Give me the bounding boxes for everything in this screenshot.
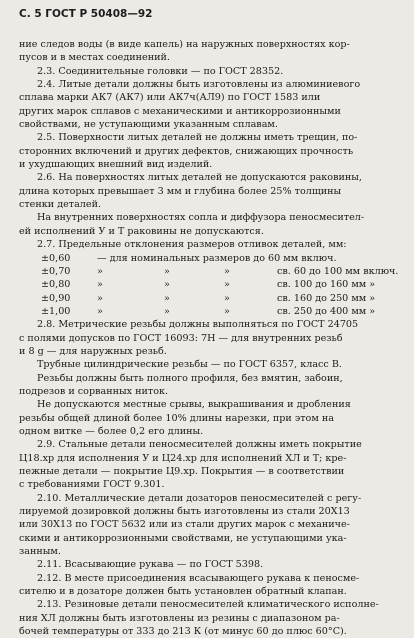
paragraph-line: стенки деталей. bbox=[19, 199, 102, 211]
ditto-mark: » bbox=[224, 305, 230, 317]
paragraph-line: пежные детали — покрытие Ц9.хр. Покрытия — в соответствии bbox=[19, 466, 345, 477]
clause-2-11: 2.11. Всасывающие рукава — по ГОСТ 5398. bbox=[37, 559, 264, 571]
tolerance-range: св. 250 до 400 мм » bbox=[277, 305, 376, 317]
paragraph-line: и 8 g — для наружных резьб. bbox=[19, 345, 167, 357]
paragraph-line: одном витке — более 0,2 его длины. bbox=[19, 425, 204, 437]
paragraph-line: подрезов и сорванных ниток. bbox=[19, 385, 169, 397]
paragraph-line: бочей температуры от 333 до 213 К (от минус 60 до плюс 60°С). bbox=[19, 626, 347, 638]
tolerance-value: ±0,60 bbox=[41, 252, 71, 264]
ditto-mark: » bbox=[97, 305, 103, 317]
ditto-mark: » bbox=[164, 305, 170, 317]
tolerance-row bbox=[19, 265, 399, 278]
tolerance-range: св. 100 до 160 мм » bbox=[277, 279, 376, 291]
paragraph-line: лируемой дозировкой должны быть изготовлены из стали 20Х13 bbox=[19, 506, 350, 518]
tolerance-value: ±0,70 bbox=[41, 265, 71, 277]
clause-2-4: 2.4. Литые детали должны быть изготовлены из алюминиевого bbox=[37, 79, 361, 91]
paragraph-line: резьбы общей длиной более 10% длины нарезки, при этом на bbox=[19, 412, 334, 424]
clause-2-3: 2.3. Соединительные головки — по ГОСТ 28352. bbox=[37, 65, 284, 77]
paragraph-line: скими и антикоррозионными свойствами, не уступающими ука- bbox=[19, 532, 347, 544]
paragraph-line: длина которых превышает 3 мм и глубина более 25% толщины bbox=[19, 185, 342, 197]
ditto-mark: » bbox=[224, 279, 230, 291]
tolerance-value: ±1,00 bbox=[41, 305, 71, 317]
tolerance-row bbox=[19, 305, 396, 318]
ditto-mark: » bbox=[224, 292, 230, 304]
paragraph-line: ей исполнений У и Т раковины не допускаются. bbox=[19, 225, 264, 237]
paragraph-line: Ц18.хр для исполнения У и Ц24.хр для исполнений ХЛ и Т; кре- bbox=[19, 452, 347, 464]
paragraph-line: и ухудшающих внешний вид изделий. bbox=[19, 159, 213, 171]
paragraph-line: На внутренних поверхностях сопла и диффузора пеносмесител- bbox=[37, 212, 365, 224]
paragraph-line: других марок сплавов с механическими и антикоррозионными bbox=[19, 105, 341, 117]
paragraph-line: с требованиями ГОСТ 9.301. bbox=[19, 479, 165, 491]
paragraph-line: сплава марки АК7 (АК7) или АК7ч(АЛ9) по ГОСТ 1583 или bbox=[19, 92, 321, 104]
ditto-mark: » bbox=[164, 265, 170, 277]
ditto-mark: » bbox=[97, 279, 103, 291]
tolerance-value: ±0,90 bbox=[41, 292, 71, 304]
tolerance-range: св. 160 до 250 мм » bbox=[277, 292, 376, 304]
tolerance-description: — для номинальных размеров до 60 мм включ. bbox=[97, 252, 337, 264]
clause-2-12: 2.12. В месте присоединения всасывающего рукава к пеносме- bbox=[37, 572, 360, 584]
paragraph-line: пусов и в местах соединений. bbox=[19, 52, 170, 64]
tolerance-row bbox=[19, 278, 396, 291]
tolerance-table bbox=[19, 252, 399, 319]
ditto-mark: » bbox=[224, 265, 230, 277]
ditto-mark: » bbox=[97, 292, 103, 304]
paragraph-line: сторонних включений и других дефектов, снижающих прочность bbox=[19, 145, 354, 157]
paragraph-line: с полями допусков по ГОСТ 16093: 7Н — для внутренних резьб bbox=[19, 332, 343, 344]
ditto-mark: » bbox=[164, 279, 170, 291]
paragraph-line: занным. bbox=[19, 546, 61, 558]
tolerance-row bbox=[19, 252, 396, 265]
paragraph-line: Трубные цилиндрические резьбы — по ГОСТ 6357, класс В. bbox=[37, 359, 342, 371]
clause-2-9: 2.9. Стальные детали пеносмесителей должны иметь покрытие bbox=[37, 439, 362, 451]
clause-2-8: 2.8. Метрические резьбы должны выполняться по ГОСТ 24705 bbox=[37, 319, 359, 331]
clause-2-6: 2.6. На поверхностях литых деталей не допускаются раковины, bbox=[37, 172, 362, 184]
tolerance-row bbox=[19, 292, 396, 305]
paragraph-line: Резьбы должны быть полного профиля, без вмятин, забоин, bbox=[37, 372, 343, 384]
document-body bbox=[19, 38, 399, 638]
page-header: С. 5 ГОСТ Р 50408—92 bbox=[19, 8, 153, 20]
tolerance-value: ±0,80 bbox=[41, 279, 71, 291]
paragraph-line: Не допускаются местные срывы, выкрашивания и дробления bbox=[37, 399, 351, 411]
clause-2-7: 2.7. Предельные отклонения размеров отливок деталей, мм: bbox=[37, 239, 347, 251]
paragraph-line: сителю и в дозаторе должен быть установлен обратный клапан. bbox=[19, 586, 347, 598]
clause-2-10: 2.10. Металлические детали дозаторов пеносмесителей с регу- bbox=[37, 492, 362, 504]
clause-2-5: 2.5. Поверхности литых деталей не должны иметь трещин, по- bbox=[37, 132, 358, 144]
paragraph-line: или 30Х13 по ГОСТ 5632 или из стали других марок с механиче- bbox=[19, 519, 350, 531]
paragraph-line: свойствами, не уступающими указанным сплавам. bbox=[19, 119, 278, 131]
ditto-mark: » bbox=[97, 265, 103, 277]
paragraph-line: ние следов воды (в виде капель) на наружных поверхностях кор- bbox=[19, 39, 350, 50]
paragraph-line: ния ХЛ должны быть изготовлены из резины с диапазоном ра- bbox=[19, 612, 340, 624]
tolerance-range: св. 60 до 100 мм включ. bbox=[277, 265, 399, 277]
clause-2-13: 2.13. Резиновые детали пеносмесителей климатического исполне- bbox=[37, 599, 379, 611]
ditto-mark: » bbox=[164, 292, 170, 304]
